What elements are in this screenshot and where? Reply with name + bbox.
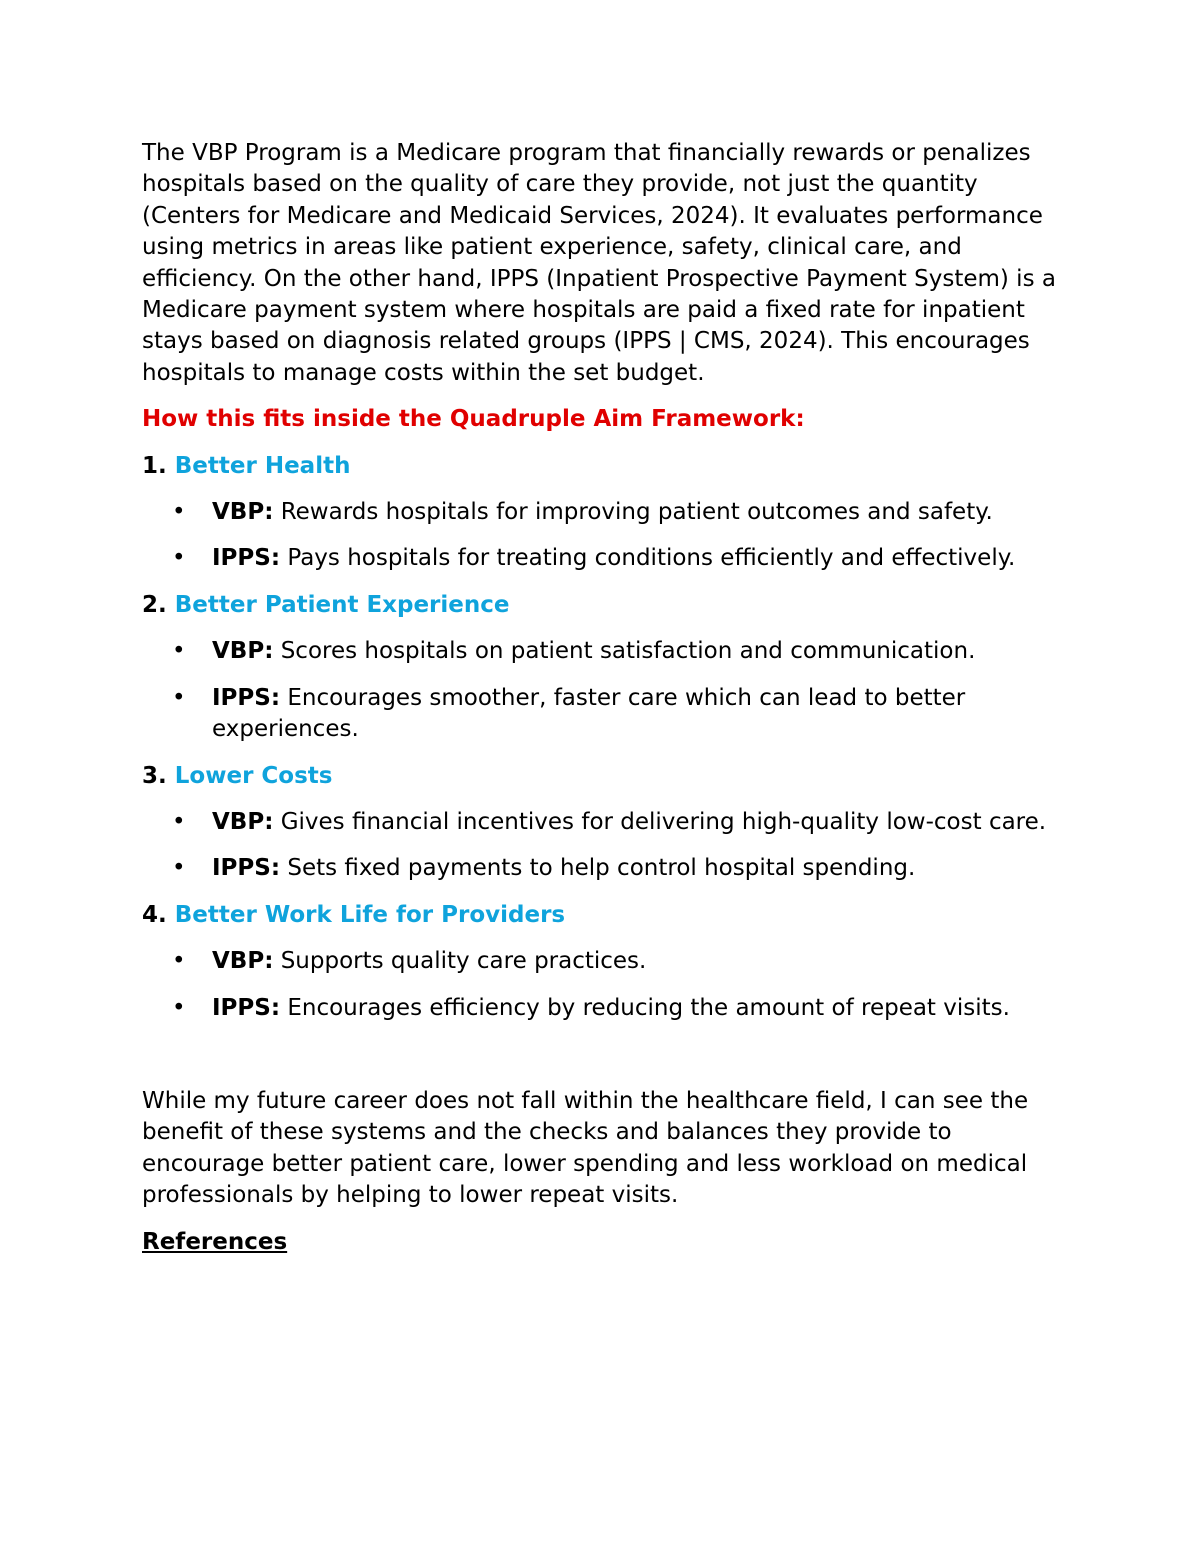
references-heading: References <box>142 1228 288 1255</box>
bullet-term: IPPS: <box>212 855 281 882</box>
aim-number: 2. <box>142 591 167 618</box>
aim-heading-2 <box>142 590 1072 621</box>
bullet-term: IPPS: <box>212 684 281 711</box>
aim-1-bullets <box>142 497 1072 575</box>
aim-title: Better Health <box>174 452 351 479</box>
intro-paragraph: The VBP Program is a Medicare program that financially rewards or penalizes hospitals based on the quality of care they provide, not just the quantity (Centers for Medicare and Medicaid Services, 2024). It evaluates performance using metrics in areas like patient experience, safety, clinical care, and efficiency. On the other hand, IPPS (Inpatient Prospective Payment System) is a Medicare payment system where hospitals are paid a fixed rate for inpatient stays based on diagnosis related groups (IPPS | CMS, 2024). This encourages hospitals to manage costs within the set budget. <box>142 140 1056 386</box>
closing-paragraph: While my future career does not fall within the healthcare field, I can see the benefit of these systems and the checks and balances they provide to encourage better patient care, lower spending and less workload on medical professionals by helping to lower repeat visits. <box>142 1087 1029 1209</box>
bullet-text: Rewards hospitals for improving patient outcomes and safety. <box>280 499 993 526</box>
bullet-text: Encourages efficiency by reducing the amount of repeat visits. <box>287 994 1010 1021</box>
bullet-icon: • <box>172 638 186 665</box>
list-item <box>142 807 1072 838</box>
document-page <box>142 138 1072 1258</box>
bullet-icon: • <box>172 994 186 1021</box>
bullet-term: VBP: <box>212 499 274 526</box>
framework-heading: How this fits inside the Quadruple Aim Framework: <box>142 406 805 433</box>
aim-title: Lower Costs <box>174 762 333 789</box>
aim-heading-3 <box>142 761 1072 792</box>
list-item <box>142 946 1072 977</box>
list-item <box>142 853 1072 884</box>
aim-number: 1. <box>142 452 167 479</box>
bullet-text: Sets fixed payments to help control hospital spending. <box>287 855 916 882</box>
list-item <box>142 543 1072 574</box>
aim-2-bullets <box>142 636 1072 745</box>
bullet-term: IPPS: <box>212 545 281 572</box>
list-item <box>142 683 1072 746</box>
aim-title: Better Work Life for Providers <box>174 901 566 928</box>
list-item <box>142 993 1072 1024</box>
aim-heading-4 <box>142 900 1072 931</box>
aim-heading-1 <box>142 451 1072 482</box>
bullet-icon: • <box>172 948 186 975</box>
bullet-text: Encourages smoother, faster care which can lead to better experiences. <box>212 684 966 743</box>
bullet-term: VBP: <box>212 638 274 665</box>
bullet-term: VBP: <box>212 948 274 975</box>
bullet-icon: • <box>172 855 186 882</box>
bullet-icon: • <box>172 499 186 526</box>
bullet-icon: • <box>172 808 186 835</box>
list-item <box>142 497 1072 528</box>
bullet-term: IPPS: <box>212 994 281 1021</box>
bullet-text: Supports quality care practices. <box>280 948 647 975</box>
bullet-text: Gives financial incentives for delivering high-quality low-cost care. <box>280 808 1047 835</box>
aim-3-bullets <box>142 807 1072 885</box>
bullet-term: VBP: <box>212 808 274 835</box>
bullet-text: Scores hospitals on patient satisfaction and communication. <box>280 638 976 665</box>
list-item <box>142 636 1072 667</box>
aim-number: 3. <box>142 762 167 789</box>
bullet-text: Pays hospitals for treating conditions efficiently and effectively. <box>287 545 1016 572</box>
aim-title: Better Patient Experience <box>174 591 510 618</box>
bullet-icon: • <box>172 684 186 711</box>
bullet-icon: • <box>172 545 186 572</box>
aim-number: 4. <box>142 901 167 928</box>
aim-4-bullets <box>142 946 1072 1024</box>
